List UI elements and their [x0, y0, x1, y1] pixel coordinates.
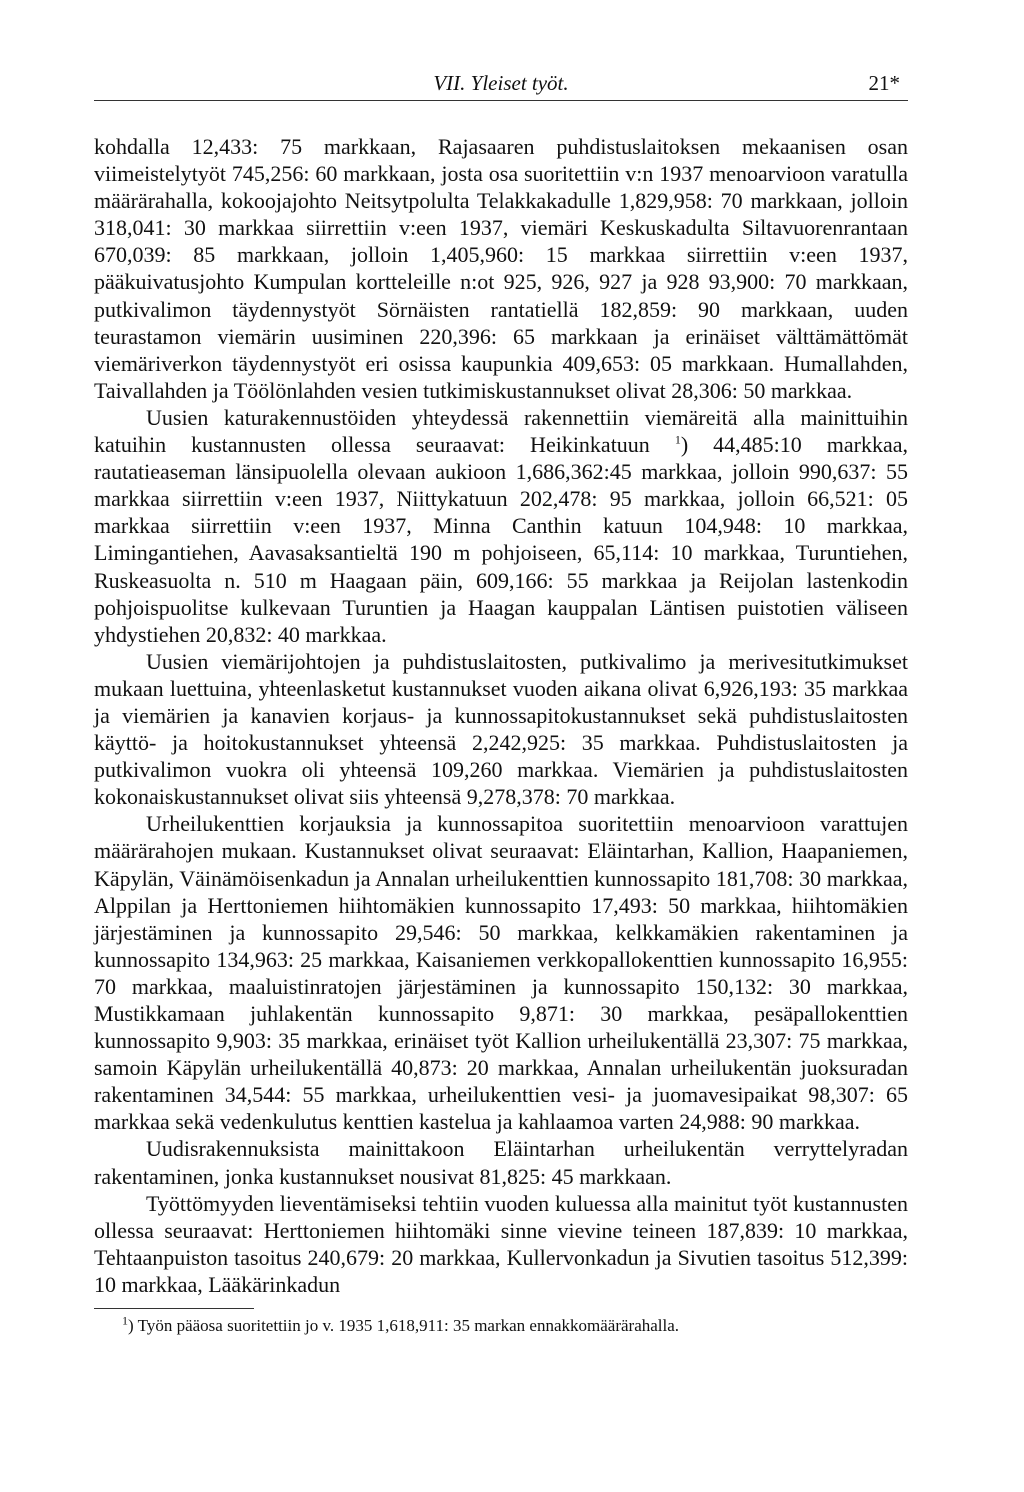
paragraph-street-sewers-rest: ) 44,485:10 markkaa, rautatieaseman länsipuolella olevaan aukioon 1,686,362:45 markkaa, jolloin 990,637: 55 markkaa siirrettiin v:een 1937, Niittykatuun 202,478: 95 markkaa, jolloin 66,521: 05 markkaa siirrettiin v:een 1937, Minna Canthin katuun 104,948: 10 markkaa, Limingantiehen, Aavasaksantieltä 190 m pohjoiseen, 65,114: 10 markkaa, Turuntiehen, Ruskeasuolta n. 510 m Haagaan päin, 609,166: 55 markkaa ja Reijolan lastenkodin pohjoispuolitse kulkevaan Turuntien ja Haagan kauppalan Läntisen puistotien väliseen yhdystiehen 20,832: 40 markkaa. — [94, 432, 909, 647]
paragraph-unemployment-works: Työttömyyden lieventämiseksi tehtiin vuoden kuluessa alla mainitut työt kustannusten ollessa seuraavat: Herttoniemen hiihtomäki sinne vievine teineen 187,839: 10 markkaa, Tehtaanpuiston tasoitus 240,679: 20 markkaa, Kullervonkadun ja Sivutien tasoitus 512,399: 10 markkaa, Lääkärinkadun — [94, 1190, 908, 1297]
paragraph-sewer-works: kohdalla 12,433: 75 markkaan, Rajasaaren puhdistuslaitoksen mekaanisen osan viimeistelytyöt 745,256: 60 markkaan, josta osa suoritettiin v:n 1937 menoarvioon varatulla määrärahalla, kokoojajohto Neitsytpolulta Telakkakadulle 1,829,958: 70 markkaan, jolloin 318,041: 30 markkaa siirrettiin v:een 1937, viemäri Keskuskadulta Siltavuorenrantaan 670,039: 85 markkaan, jolloin 1,405,960: 15 markkaa siirrettiin v:een 1937, pääkuivatusjohto Kumpulan kortteleille n:ot 925, 926, 927 ja 928 93,900: 70 markkaan, putkivalimon täydennystyöt Sörnäisten rantatiellä 182,859: 90 markkaan, uuden teurastamon viemärin uusiminen 220,396: 65 markkaan ja erinäiset välttämättömät viemäriverkon täydennystyöt eri osissa kaupunkia 409,653: 05 markkaan. Humallahden, Taivallahden ja Töölönlahden vesien tutkimiskustannukset olivat 28,306: 50 markkaa. — [94, 134, 908, 403]
running-head — [94, 68, 908, 98]
paragraph-sewer-totals: Uusien viemärijohtojen ja puhdistuslaitosten, putkivalimo ja merivesitutkimukset mukaan luettuina, yhteenlasketut kustannukset vuoden aikana olivat 6,926,193: 35 markkaa ja viemärien ja kanavien korjaus- ja kunnossapitokustannukset sekä puhdistuslaitosten käyttö- ja hoitokustannukset yhteensä 2,242,925: 35 markkaa. Puhdistuslaitosten ja putkivalimon vuokra oli yhteensä 109,260 markkaa. Viemärien ja puhdistuslaitosten kokonaiskustannukset olivat siis yhteensä 9,278,378: 70 markkaa. — [94, 648, 908, 810]
book-page — [94, 68, 908, 1337]
header-rule — [94, 100, 908, 101]
footnote-mark: 1 — [122, 1313, 128, 1328]
footnote — [94, 1315, 908, 1337]
paragraph-street-sewers — [94, 404, 908, 648]
chapter-title: VII. Yleiset työt. — [433, 71, 569, 95]
footnote-rule — [94, 1308, 254, 1309]
footnote-text: Työn pääosa suoritettiin jo v. 1935 1,618,911: 35 markan ennakkomäärärahalla. — [137, 1316, 680, 1336]
footnote-reference: 1 — [674, 432, 681, 447]
footnote-mark-suffix: ) — [128, 1316, 134, 1336]
page-number: 21* — [868, 71, 900, 95]
paragraph-street-sewers-lead: Uusien katurakennustöiden yhteydessä rakennettiin viemäreitä alla mainittuihin katuihin kustannusten ollessa seuraavat: Heikinkatuun — [94, 404, 908, 458]
paragraph-new-construction: Uudisrakennuksista mainittakoon Eläintarhan urheilukentän verryttelyradan rakentaminen, jonka kustannukset nousivat 81,825: 45 markkaan. — [94, 1136, 908, 1189]
body-text — [94, 133, 908, 1298]
paragraph-sports-fields: Urheilukenttien korjauksia ja kunnossapitoa suoritettiin menoarvioon varattujen määrärahojen mukaan. Kustannukset olivat seuraavat: Eläintarhan, Kallion, Haapaniemen, Käpylän, Väinämöisenkadun ja Annalan urheilukenttien kunnossapito 181,708: 30 markkaa, Alppilan ja Herttoniemen hiihtomäkien kunnossapito 17,493: 50 markkaa, hiihtomäkien järjestäminen ja kunnossapito 29,546: 50 markkaa, kelkkamäkien rakentaminen ja kunnossapito 134,963: 25 markkaa, Kaisaniemen verkkopallokenttien kunnossapito 16,955: 70 markkaa, maaluistinratojen järjestäminen ja kunnossapito 150,132: 30 markkaa, Mustikkamaan juhlakentän kunnossapito 9,871: 30 markkaa, pesäpallokenttien kunnossapito 9,903: 35 markkaa, erinäiset työt Kallion urheilukentällä 23,307: 75 markkaa, samoin Käpylän urheilukentällä 40,873: 20 markkaa, Annalan urheilukentän juoksuradan rakentaminen 34,544: 55 markkaa, urheilukenttien vesi- ja juomavesipaikat 98,307: 65 markkaa sekä vedenkulutus kenttien kastelua ja kahlaamoa varten 24,988: 90 markkaa. — [94, 811, 908, 1135]
